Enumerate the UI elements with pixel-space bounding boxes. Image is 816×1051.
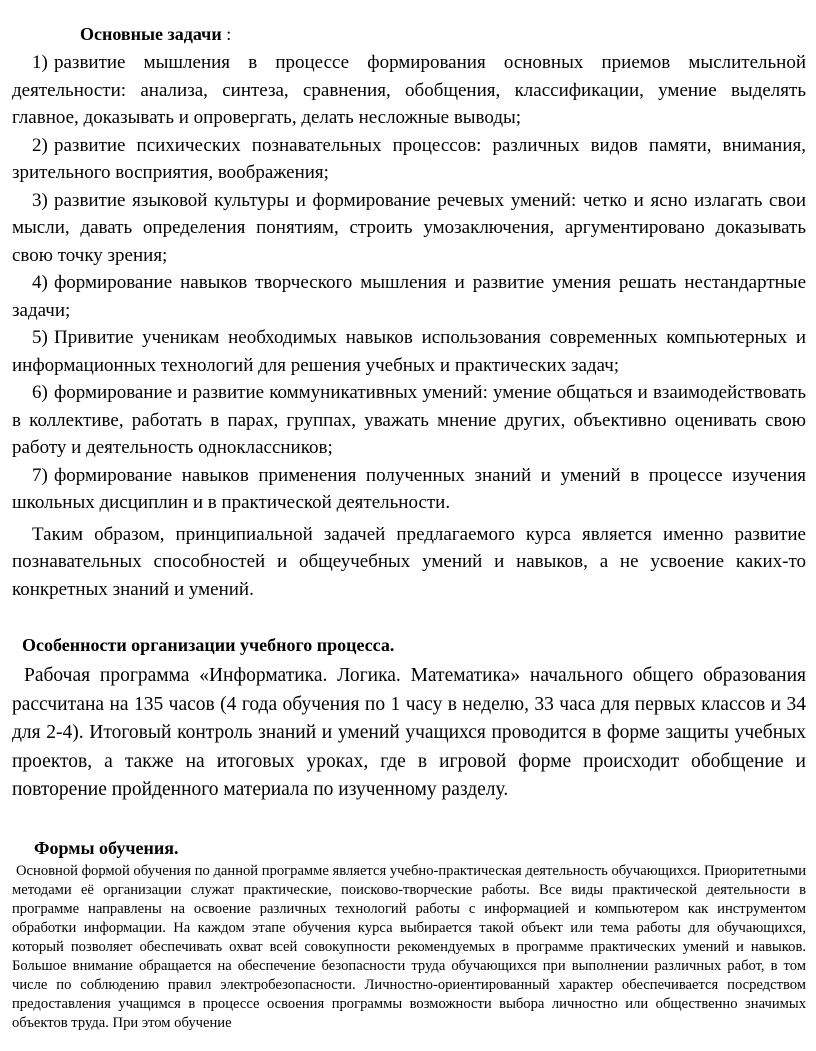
forms-text: Основной формой обучения по данной программе является учебно-практическая деятельность обучающихся. Приоритетными методами её организации служат практические, поисково-творческие работы. Все виды практической деятельности в программе направлены на освоение различных технологий работы с информацией и компьютером как инструментом обработки информации. На каждом этапе обучения курса выбирается такой объект или тема работы для обучающихся, который позволяет обеспечивать охват всей совокупности рекомендуемых в программе практических умений и навыков. Большое внимание обращается на обеспечение безопасности труда обучающихся при выполнении различных работ, в том числе по соблюдению правил электробезопасности. Личностно-ориентированный характер обеспечивается посредством предоставления учащимся в процессе освоения программы возможности выбора личностно или общественно значимых объектов труда. При этом обучение <box>12 862 806 1031</box>
task-number: 1) <box>32 52 48 73</box>
task-item <box>12 49 806 132</box>
task-text: развитие языковой культуры и формирование речевых умений: четко и ясно излагать свои мысли, давать определения понятиям, строить умозаключения, аргументировано доказывать свою точку зрения; <box>12 189 806 266</box>
task-number: 7) <box>32 464 48 486</box>
tasks-conclusion: Таким образом, принципиальной задачей предлагаемого курса является именно развитие познавательных способностей и общеучебных умений и навыков, а не усвоение каких-то конкретных знаний и умений. <box>12 523 806 600</box>
task-item <box>12 269 806 324</box>
tasks-heading-colon: : <box>226 24 232 44</box>
task-item <box>12 132 806 187</box>
task-item <box>12 462 806 517</box>
task-text: Привитие ученикам необходимых навыков использования современных компьютерных и информационных технологий для решения учебных и практических задач; <box>12 327 806 376</box>
task-text: формирование навыков творческого мышления и развитие умения решать нестандартные задачи; <box>12 272 806 321</box>
tasks-heading-text: Основные задачи <box>80 24 222 44</box>
organization-text: Рабочая программа «Информатика. Логика. Математика» начального общего образования рассчитана на 135 часов (4 года обучения по 1 часу в неделю, 33 часа для первых классов и 34 для 2-4). Итоговый контроль знаний и умений учащихся проводится в форме защиты учебных проектов, а также на итоговых уроках, где в игровой форме происходит обобщение и повторение пройденного материала по изученному разделу. <box>12 665 806 800</box>
task-text: формирование и развитие коммуникативных умений: умение общаться и взаимодействовать в коллективе, работать в парах, группах, уважать мнение других, объективно оценивать свою работу и деятельность одноклассников; <box>12 382 806 458</box>
task-item <box>12 379 806 462</box>
task-number: 5) <box>32 327 48 348</box>
task-text: формирование навыков применения полученных знаний и умений в процессе изучения школьных дисциплин и в практической деятельности. <box>12 464 806 513</box>
task-text: развитие психических познавательных процессов: различных видов памяти, внимания, зрительного восприятия, воображения; <box>12 134 806 183</box>
task-number: 2) <box>32 134 48 156</box>
task-item <box>12 324 806 379</box>
forms-heading: Формы обучения. <box>34 837 179 858</box>
organization-heading: Особенности организации учебного процесса. <box>22 635 395 655</box>
task-number: 4) <box>32 272 48 293</box>
task-number: 3) <box>32 189 48 211</box>
task-number: 6) <box>32 382 48 403</box>
task-item <box>12 187 806 270</box>
tasks-heading <box>80 24 806 45</box>
task-text: развитие мышления в процессе формирования основных приемов мыслительной деятельности: анализа, синтеза, сравнения, обобщения, классификации, умение выделять главное, доказывать и опровергать, делать несложные выводы; <box>12 52 806 128</box>
